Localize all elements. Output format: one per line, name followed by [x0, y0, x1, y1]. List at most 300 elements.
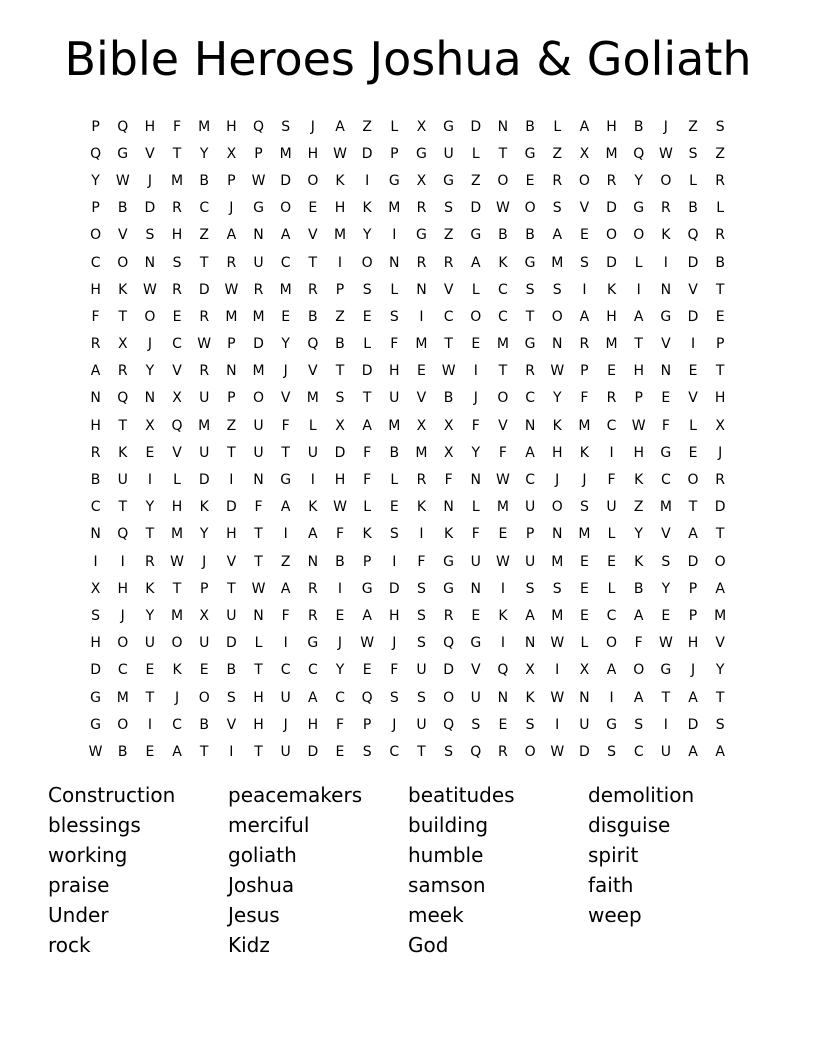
grid-letter: H [633, 363, 644, 380]
grid-letter: H [90, 281, 101, 298]
grid-letter: L [471, 145, 480, 162]
grid-letter: G [90, 689, 101, 706]
grid-letter: S [525, 580, 535, 597]
grid-letter: J [473, 390, 478, 407]
grid-letter: E [579, 227, 589, 244]
word-item: goliath [228, 843, 297, 867]
grid-letter: V [688, 281, 698, 298]
grid-letter: O [497, 390, 509, 407]
grid-letter: I [283, 526, 288, 543]
word-item: working [48, 843, 128, 867]
grid-letter: T [661, 689, 671, 706]
grid-letter: J [174, 689, 180, 706]
grid-letter: I [663, 716, 668, 733]
grid-letter: E [199, 662, 209, 679]
grid-letter: E [362, 308, 372, 325]
grid-row [82, 195, 734, 222]
grid-letter: C [199, 200, 210, 217]
grid-letter: A [633, 689, 644, 706]
grid-letter: M [578, 526, 591, 543]
grid-letter: V [661, 526, 671, 543]
grid-letter: Q [633, 145, 645, 162]
grid-letter: R [199, 363, 210, 380]
grid-letter: V [579, 200, 590, 217]
grid-row [82, 113, 734, 140]
grid-letter: E [498, 526, 508, 543]
grid-letter: A [362, 417, 372, 434]
word-item: Construction [48, 783, 176, 807]
grid-letter: D [606, 254, 617, 271]
letter-grid [82, 113, 734, 766]
grid-letter: N [470, 472, 481, 489]
word-column [228, 780, 408, 960]
grid-letter: Q [171, 417, 183, 434]
grid-letter: U [470, 689, 481, 706]
grid-letter: N [443, 499, 454, 516]
grid-letter: J [663, 118, 668, 135]
grid-letter: G [606, 716, 617, 733]
grid-letter: H [253, 716, 264, 733]
grid-letter: R [443, 254, 454, 271]
grid-letter: F [335, 526, 345, 543]
grid-letter: M [388, 417, 401, 434]
grid-letter: O [90, 227, 102, 244]
grid-letter: X [443, 444, 454, 461]
grid-letter: Y [634, 526, 643, 543]
grid-letter: L [553, 118, 562, 135]
grid-letter: U [253, 444, 264, 461]
grid-letter: M [415, 336, 428, 353]
grid-letter: E [471, 607, 481, 624]
grid-letter: C [90, 499, 101, 516]
grid-letter: G [524, 254, 536, 271]
grid-letter: T [634, 336, 643, 353]
grid-letter: H [117, 580, 128, 597]
grid-letter: E [145, 444, 155, 461]
grid-letter: W [251, 580, 266, 597]
grid-row [82, 738, 734, 765]
grid-letter: W [197, 336, 212, 353]
grid-letter: O [524, 743, 536, 760]
grid-letter: M [279, 145, 292, 162]
word-item: praise [48, 873, 110, 897]
grid-letter: B [525, 227, 535, 244]
grid-letter: N [144, 254, 156, 271]
grid-letter: L [390, 118, 399, 135]
grid-letter: L [689, 172, 697, 189]
grid-letter: O [633, 227, 645, 244]
grid-letter: O [361, 254, 373, 271]
grid-row [82, 439, 734, 466]
grid-letter: X [715, 417, 725, 434]
grid-row [82, 140, 734, 167]
grid-letter: M [198, 118, 211, 135]
grid-letter: M [388, 200, 401, 217]
grid-letter: O [117, 254, 129, 271]
word-item: merciful [228, 813, 310, 837]
grid-letter: Z [633, 499, 644, 516]
grid-letter: J [283, 716, 288, 733]
grid-letter: L [363, 336, 372, 353]
word-item: Kidz [228, 933, 270, 957]
grid-letter: K [362, 200, 372, 217]
grid-letter: E [607, 363, 616, 380]
grid-letter: O [307, 172, 319, 189]
grid-letter: W [550, 689, 565, 706]
grid-letter: R [117, 363, 128, 380]
grid-letter: G [416, 227, 427, 244]
grid-letter: I [609, 689, 614, 706]
grid-letter: K [444, 526, 454, 543]
grid-letter: C [443, 308, 454, 325]
grid-row [82, 249, 734, 276]
grid-letter: V [145, 145, 155, 162]
grid-letter: C [307, 662, 318, 679]
grid-letter: V [443, 281, 454, 298]
grid-letter: C [172, 716, 182, 733]
grid-letter: T [172, 145, 182, 162]
grid-letter: I [500, 580, 505, 597]
grid-letter: O [606, 635, 618, 652]
grid-letter: E [145, 662, 155, 679]
grid-letter: L [390, 472, 399, 489]
grid-letter: N [551, 526, 563, 543]
grid-letter: R [172, 200, 182, 217]
grid-letter: Z [335, 308, 345, 325]
grid-letter: O [443, 689, 455, 706]
grid-letter: E [579, 553, 589, 570]
grid-letter: P [91, 200, 100, 217]
grid-letter: C [280, 254, 291, 271]
grid-letter: Y [634, 172, 643, 189]
grid-letter: M [496, 336, 509, 353]
grid-letter: B [688, 200, 698, 217]
grid-letter: R [307, 607, 318, 624]
grid-letter: T [254, 553, 263, 570]
grid-letter: L [471, 499, 480, 516]
grid-letter: E [579, 607, 589, 624]
grid-letter: M [605, 336, 618, 353]
grid-letter: F [281, 607, 290, 624]
word-list [48, 780, 768, 960]
grid-letter: P [254, 145, 263, 162]
grid-letter: K [362, 526, 372, 543]
grid-letter: Z [443, 227, 454, 244]
grid-letter: D [307, 743, 319, 760]
grid-letter: F [390, 336, 399, 353]
grid-letter: R [715, 227, 726, 244]
grid-letter: S [91, 607, 101, 624]
grid-letter: S [362, 743, 372, 760]
grid-letter: T [254, 662, 263, 679]
grid-letter: R [606, 172, 617, 189]
grid-letter: S [389, 689, 399, 706]
grid-letter: H [389, 363, 400, 380]
grid-letter: P [715, 336, 725, 353]
grid-letter: R [416, 254, 427, 271]
word-item: blessings [48, 813, 141, 837]
grid-letter: W [360, 635, 375, 652]
grid-letter: T [118, 499, 128, 516]
grid-letter: K [661, 227, 671, 244]
grid-letter: O [687, 472, 699, 489]
grid-letter: A [172, 743, 182, 760]
grid-letter: I [609, 444, 614, 461]
grid-letter: T [444, 336, 453, 353]
grid-letter: C [660, 472, 671, 489]
grid-letter: Q [117, 526, 129, 543]
grid-letter: R [525, 363, 535, 380]
grid-letter: P [580, 363, 589, 380]
grid-letter: R [253, 281, 264, 298]
grid-letter: E [607, 553, 616, 570]
grid-letter: J [718, 444, 723, 461]
grid-letter: D [687, 308, 699, 325]
grid-letter: R [498, 743, 508, 760]
grid-letter: A [715, 743, 725, 760]
grid-letter: J [202, 553, 207, 570]
grid-letter: D [714, 499, 726, 516]
grid-letter: T [227, 580, 236, 597]
grid-letter: F [498, 444, 507, 461]
grid-letter: X [416, 118, 427, 135]
grid-letter: D [470, 200, 482, 217]
grid-letter: F [91, 308, 100, 325]
grid-letter: S [362, 281, 372, 298]
grid-letter: V [688, 390, 698, 407]
grid-letter: S [281, 118, 291, 135]
grid-letter: I [419, 308, 424, 325]
grid-row [82, 630, 734, 657]
word-item: Jesus [228, 903, 280, 927]
grid-letter: A [280, 580, 291, 597]
grid-letter: K [579, 444, 589, 461]
grid-letter: Y [335, 662, 345, 679]
grid-letter: G [660, 444, 672, 461]
grid-letter: U [660, 743, 671, 760]
grid-letter: V [308, 227, 318, 244]
grid-letter: O [253, 390, 265, 407]
grid-letter: C [498, 308, 508, 325]
grid-letter: C [90, 254, 101, 271]
grid-letter: K [498, 607, 508, 624]
grid-letter: H [334, 472, 346, 489]
grid-letter: U [226, 607, 237, 624]
grid-letter: G [524, 336, 536, 353]
grid-letter: S [607, 743, 616, 760]
grid-letter: K [634, 553, 644, 570]
grid-letter: J [147, 172, 152, 189]
grid-letter: F [281, 417, 290, 434]
grid-letter: Q [361, 689, 373, 706]
grid-letter: D [280, 172, 292, 189]
grid-letter: V [308, 363, 318, 380]
grid-letter: O [198, 689, 210, 706]
grid-letter: M [198, 417, 211, 434]
grid-letter: M [171, 607, 184, 624]
grid-letter: U [199, 390, 210, 407]
grid-letter: P [335, 281, 345, 298]
grid-letter: N [144, 390, 156, 407]
grid-letter: S [389, 526, 399, 543]
grid-letter: V [416, 390, 427, 407]
grid-letter: B [498, 227, 508, 244]
grid-letter: Y [715, 662, 725, 679]
grid-letter: B [199, 716, 209, 733]
grid-letter: N [497, 689, 509, 706]
grid-letter: U [280, 743, 291, 760]
grid-letter: G [253, 200, 264, 217]
grid-letter: A [280, 227, 291, 244]
grid-letter: V [172, 363, 182, 380]
grid-letter: X [90, 580, 101, 597]
grid-letter: F [417, 553, 426, 570]
word-item: beatitudes [408, 783, 515, 807]
grid-letter: Y [145, 607, 155, 624]
grid-letter: Q [117, 390, 129, 407]
grid-letter: L [634, 254, 643, 271]
grid-letter: N [497, 118, 509, 135]
puzzle-title: Bible Heroes Joshua & Goliath [64, 32, 752, 86]
word-item: weep [588, 903, 642, 927]
grid-letter: Q [687, 227, 699, 244]
grid-letter: H [389, 607, 400, 624]
grid-letter: G [633, 200, 645, 217]
word-item: rock [48, 933, 91, 957]
grid-letter: D [361, 363, 373, 380]
grid-letter: I [147, 716, 152, 733]
grid-letter: G [90, 716, 101, 733]
grid-letter: S [688, 145, 698, 162]
grid-letter: O [714, 553, 726, 570]
grid-letter: T [145, 689, 155, 706]
grid-letter: M [605, 145, 618, 162]
grid-letter: L [173, 472, 181, 489]
grid-letter: Q [443, 635, 455, 652]
grid-row [82, 412, 734, 439]
grid-letter: S [525, 716, 535, 733]
grid-letter: S [444, 743, 454, 760]
grid-letter: W [251, 172, 266, 189]
grid-letter: A [90, 363, 101, 380]
grid-letter: P [688, 580, 698, 597]
grid-letter: E [525, 172, 535, 189]
grid-letter: J [120, 607, 125, 624]
grid-letter: O [144, 308, 156, 325]
grid-letter: N [253, 472, 264, 489]
grid-letter: S [715, 716, 725, 733]
grid-letter: O [578, 172, 590, 189]
grid-letter: F [471, 417, 480, 434]
grid-letter: V [498, 417, 508, 434]
grid-letter: U [253, 254, 264, 271]
grid-letter: N [253, 227, 264, 244]
grid-letter: P [688, 607, 698, 624]
grid-letter: B [117, 743, 128, 760]
grid-letter: C [525, 472, 535, 489]
grid-letter: M [551, 254, 564, 271]
grid-letter: B [633, 580, 644, 597]
grid-letter: R [226, 254, 237, 271]
grid-letter: K [552, 417, 562, 434]
grid-letter: I [419, 526, 424, 543]
grid-letter: N [579, 689, 590, 706]
grid-letter: J [283, 363, 288, 380]
grid-letter: J [337, 635, 343, 652]
grid-letter: X [199, 607, 209, 624]
grid-letter: A [470, 254, 481, 271]
grid-letter: T [525, 308, 535, 325]
grid-letter: A [362, 607, 372, 624]
grid-row [82, 222, 734, 249]
grid-letter: C [280, 662, 291, 679]
grid-letter: D [198, 281, 210, 298]
grid-letter: T [172, 580, 182, 597]
grid-letter: S [634, 716, 644, 733]
grid-letter: K [118, 444, 128, 461]
grid-letter: U [253, 417, 264, 434]
grid-letter: I [473, 363, 478, 380]
grid-letter: S [471, 716, 481, 733]
grid-letter: E [579, 580, 589, 597]
grid-letter: R [660, 200, 671, 217]
grid-letter: G [660, 308, 672, 325]
grid-letter: D [470, 118, 482, 135]
grid-letter: P [362, 553, 372, 570]
grid-letter: V [715, 635, 725, 652]
grid-letter: T [254, 743, 263, 760]
grid-letter: I [555, 662, 560, 679]
grid-letter: I [147, 472, 152, 489]
grid-letter: K [199, 499, 209, 516]
grid-letter: U [199, 635, 210, 652]
grid-letter: E [335, 743, 345, 760]
grid-letter: O [551, 499, 563, 516]
grid-letter: E [335, 607, 345, 624]
grid-letter: T [281, 444, 290, 461]
grid-letter: G [443, 580, 455, 597]
grid-letter: B [199, 172, 209, 189]
grid-letter: X [335, 417, 345, 434]
grid-letter: L [607, 580, 616, 597]
grid-letter: F [580, 390, 589, 407]
grid-letter: I [229, 472, 234, 489]
grid-letter: R [579, 336, 590, 353]
grid-letter: C [389, 743, 400, 760]
grid-letter: S [417, 635, 426, 652]
grid-letter: O [117, 635, 129, 652]
grid-letter: W [658, 635, 673, 652]
grid-row [82, 276, 734, 303]
grid-letter: B [335, 553, 345, 570]
grid-letter: I [337, 580, 343, 597]
grid-letter: Z [226, 417, 237, 434]
grid-letter: N [416, 281, 427, 298]
grid-letter: X [172, 390, 182, 407]
grid-letter: D [253, 336, 264, 353]
grid-letter: K [525, 689, 535, 706]
grid-letter: H [687, 635, 699, 652]
grid-letter: I [337, 254, 343, 271]
grid-letter: S [552, 281, 562, 298]
grid-letter: G [470, 635, 482, 652]
grid-letter: Y [552, 390, 562, 407]
grid-letter: K [498, 254, 508, 271]
grid-letter: D [144, 200, 156, 217]
word-item: demolition [588, 783, 695, 807]
grid-letter: F [363, 472, 372, 489]
grid-letter: J [147, 336, 152, 353]
